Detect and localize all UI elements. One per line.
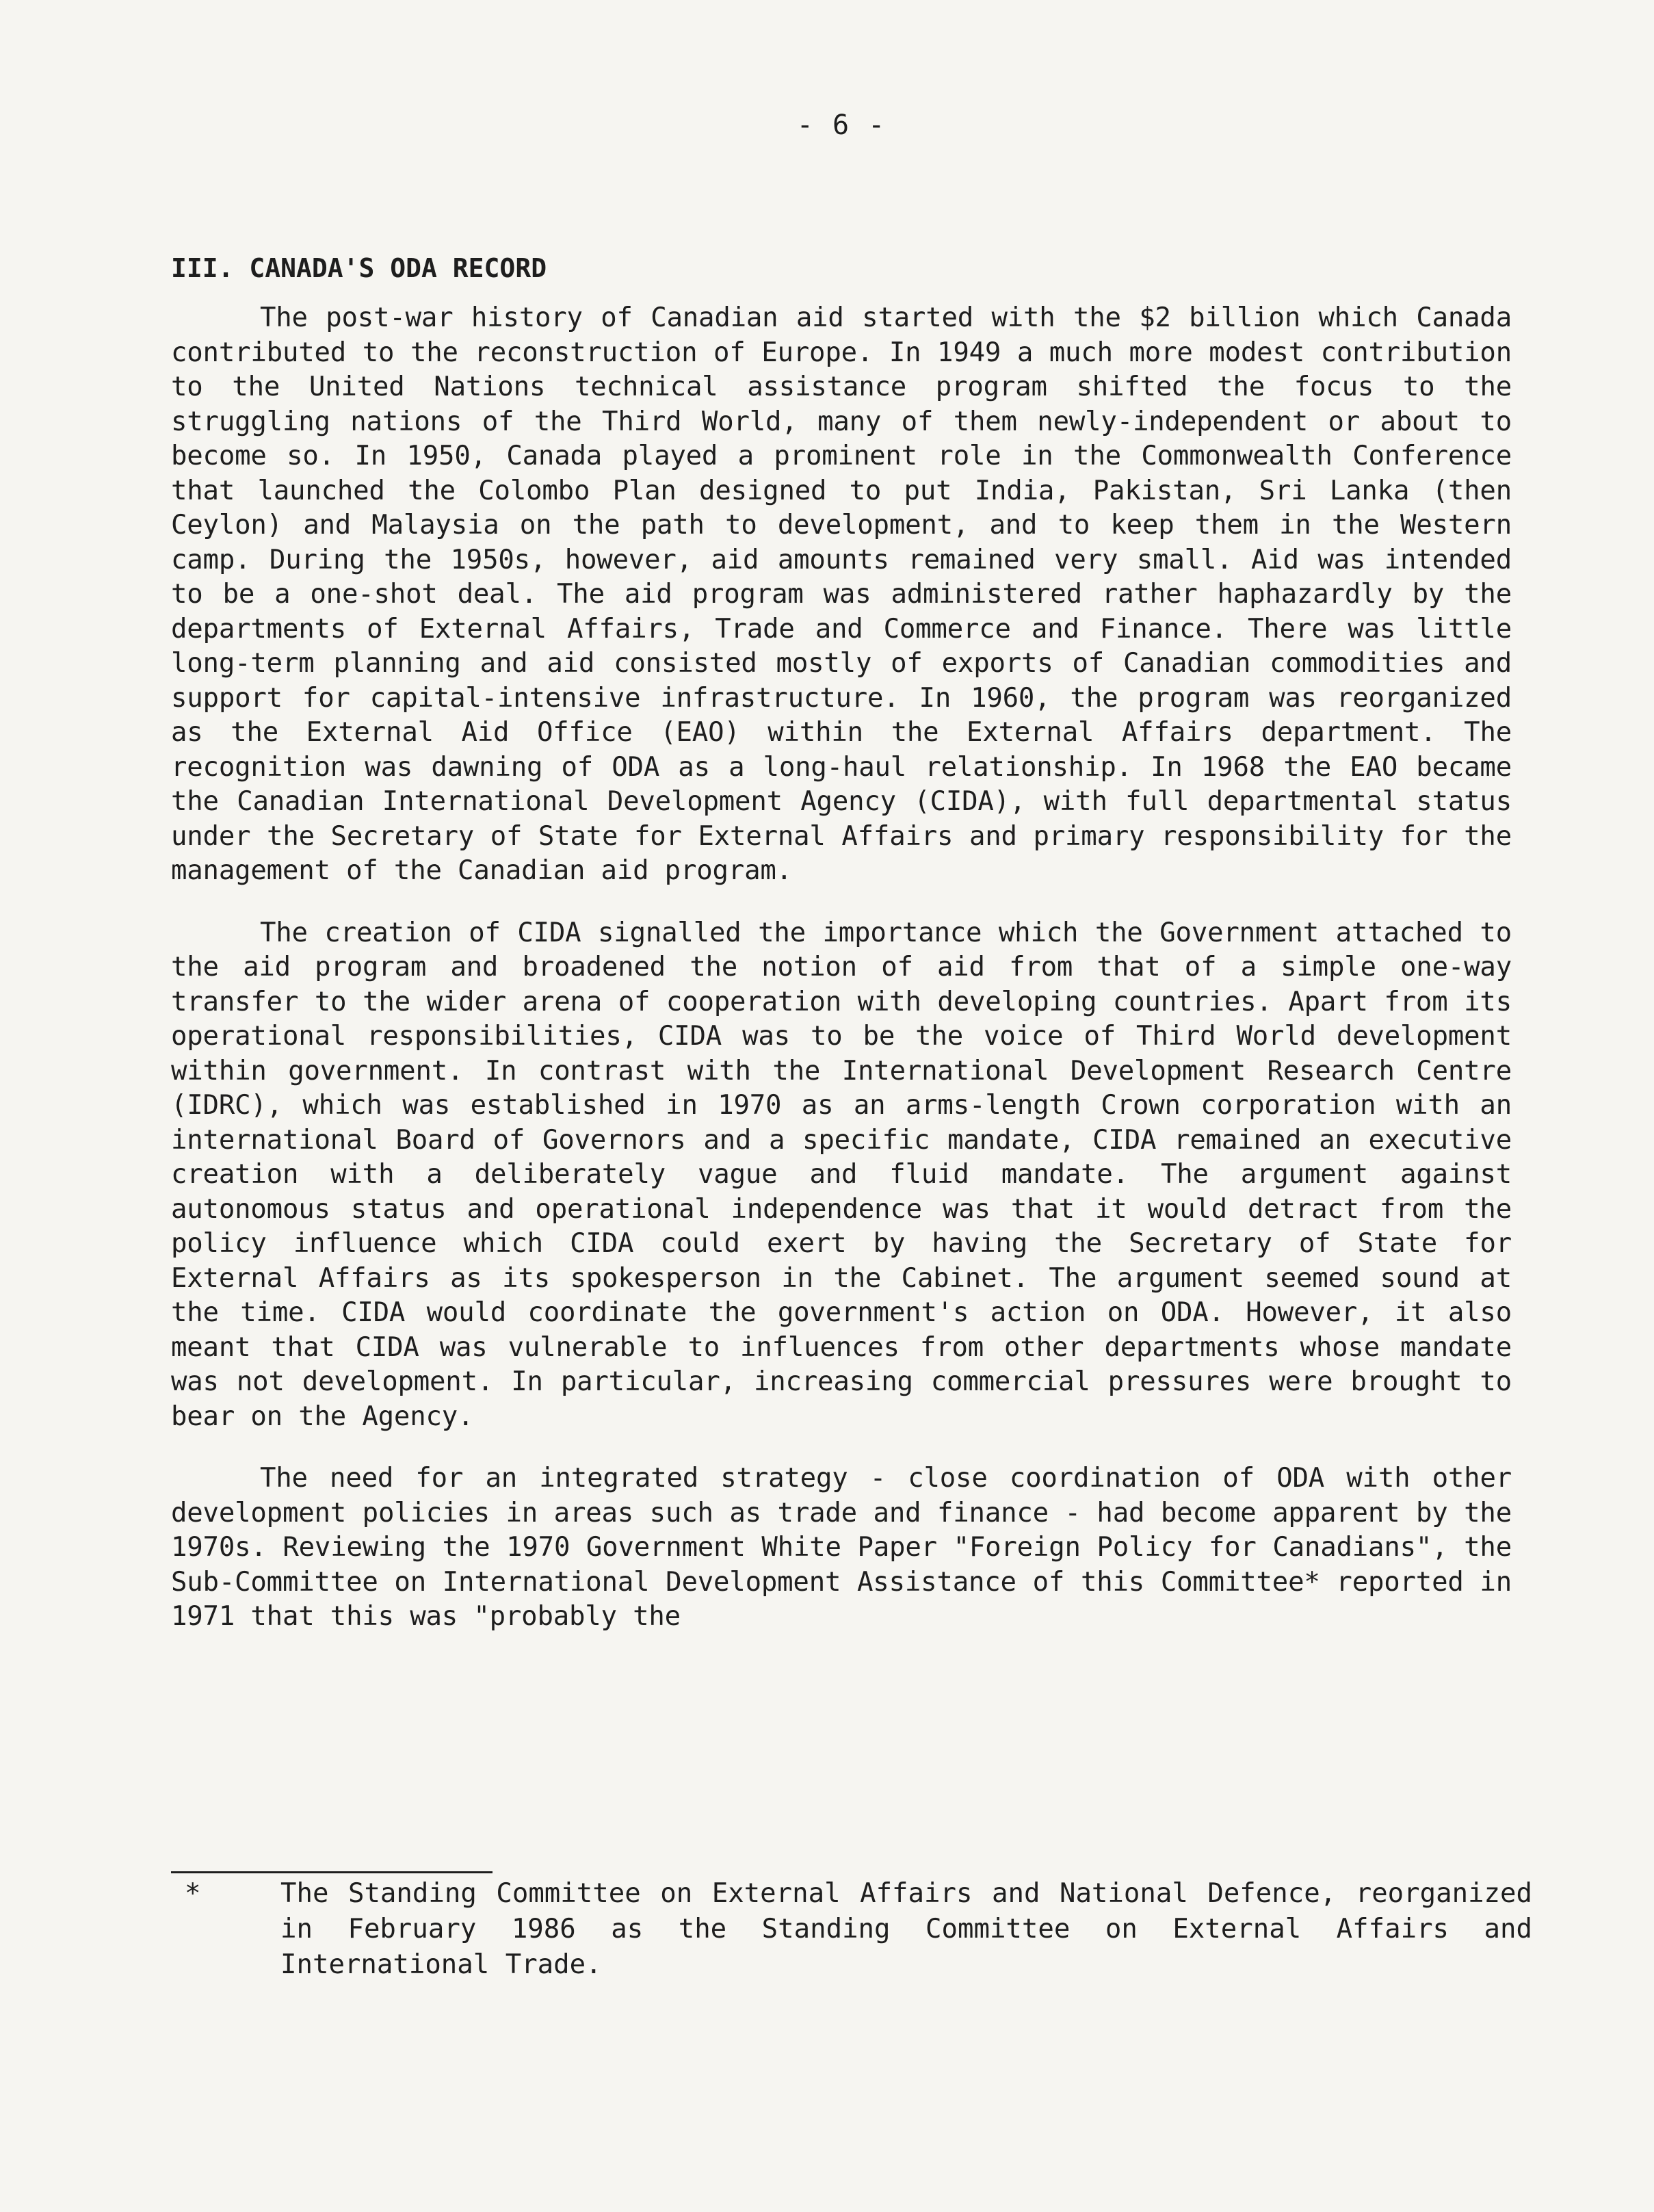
- footnote-marker: *: [185, 1878, 201, 1909]
- footnote-text: The Standing Committee on External Affairs and National Defence, reorganized in February 1986 as the Standing Committee on External Affairs and International Trade.: [280, 1878, 1532, 1980]
- footnote: [185, 1876, 1532, 1983]
- page-number: - 6 -: [796, 109, 887, 141]
- paragraph-2: The creation of CIDA signalled the importance which the Government attached to the aid program and broadened the notion of aid from that of a simple one-way transfer to the wider arena of cooperation with developing countries. Apart from its operational responsibilities, CIDA was to be the voice of Third World development within government. In contrast with the International Development Research Centre (IDRC), which was established in 1970 as an arms-length Crown corporation with an international Board of Governors and a specific mandate, CIDA remained an executive creation with a deliberately vague and fluid mandate. The argument against autonomous status and operational independence was that it would detract from the policy influence which CIDA could exert by having the Secretary of State for External Affairs as its spokesperson in the Cabinet. The argument seemed sound at the time. CIDA would coordinate the government's action on ODA. However, it also meant that CIDA was vulnerable to influences from other departments whose mandate was not development. In particular, increasing commercial pressures were brought to bear on the Agency.: [171, 917, 1512, 1432]
- paragraph-1: The post-war history of Canadian aid started with the $2 billion which Canada contributed to the reconstruction of Europe. In 1949 a much more modest contribution to the United Nations technical assistance program shifted the focus to the struggling nations of the Third World, many of them newly-independent or about to become so. In 1950, Canada played a prominent role in the Commonwealth Conference that launched the Colombo Plan designed to put India, Pakistan, Sri Lanka (then Ceylon) and Malaysia on the path to development, and to keep them in the Western camp. During the 1950s, however, aid amounts remained very small. Aid was intended to be a one-shot deal. The aid program was administered rather haphazardly by the departments of External Affairs, Trade and Commerce and Finance. There was little long-term planning and aid consisted mostly of exports of Canadian commodities and support for capital-intensive infrastructure. In 1960, the program was reorganized as the External Aid Office (EAO) within the External Affairs department. The recognition was dawning of ODA as a long-haul relationship. In 1968 the EAO became the Canadian International Development Agency (CIDA), with full departmental status under the Secretary of State for External Affairs and primary responsibility for the management of the Canadian aid program.: [171, 302, 1512, 886]
- footnote-divider: [171, 1871, 493, 1873]
- paragraph-3: The need for an integrated strategy - close coordination of ODA with other development policies in areas such as trade and finance - had become apparent by the 1970s. Reviewing the 1970 Government White Paper "Foreign Policy for Canadians", the Sub-Committee on International Development Assistance of this Committee* reported in 1971 that this was "probably the: [171, 1463, 1512, 1632]
- main-content: [171, 253, 1512, 1662]
- section-heading: III. CANADA'S ODA RECORD: [171, 253, 547, 283]
